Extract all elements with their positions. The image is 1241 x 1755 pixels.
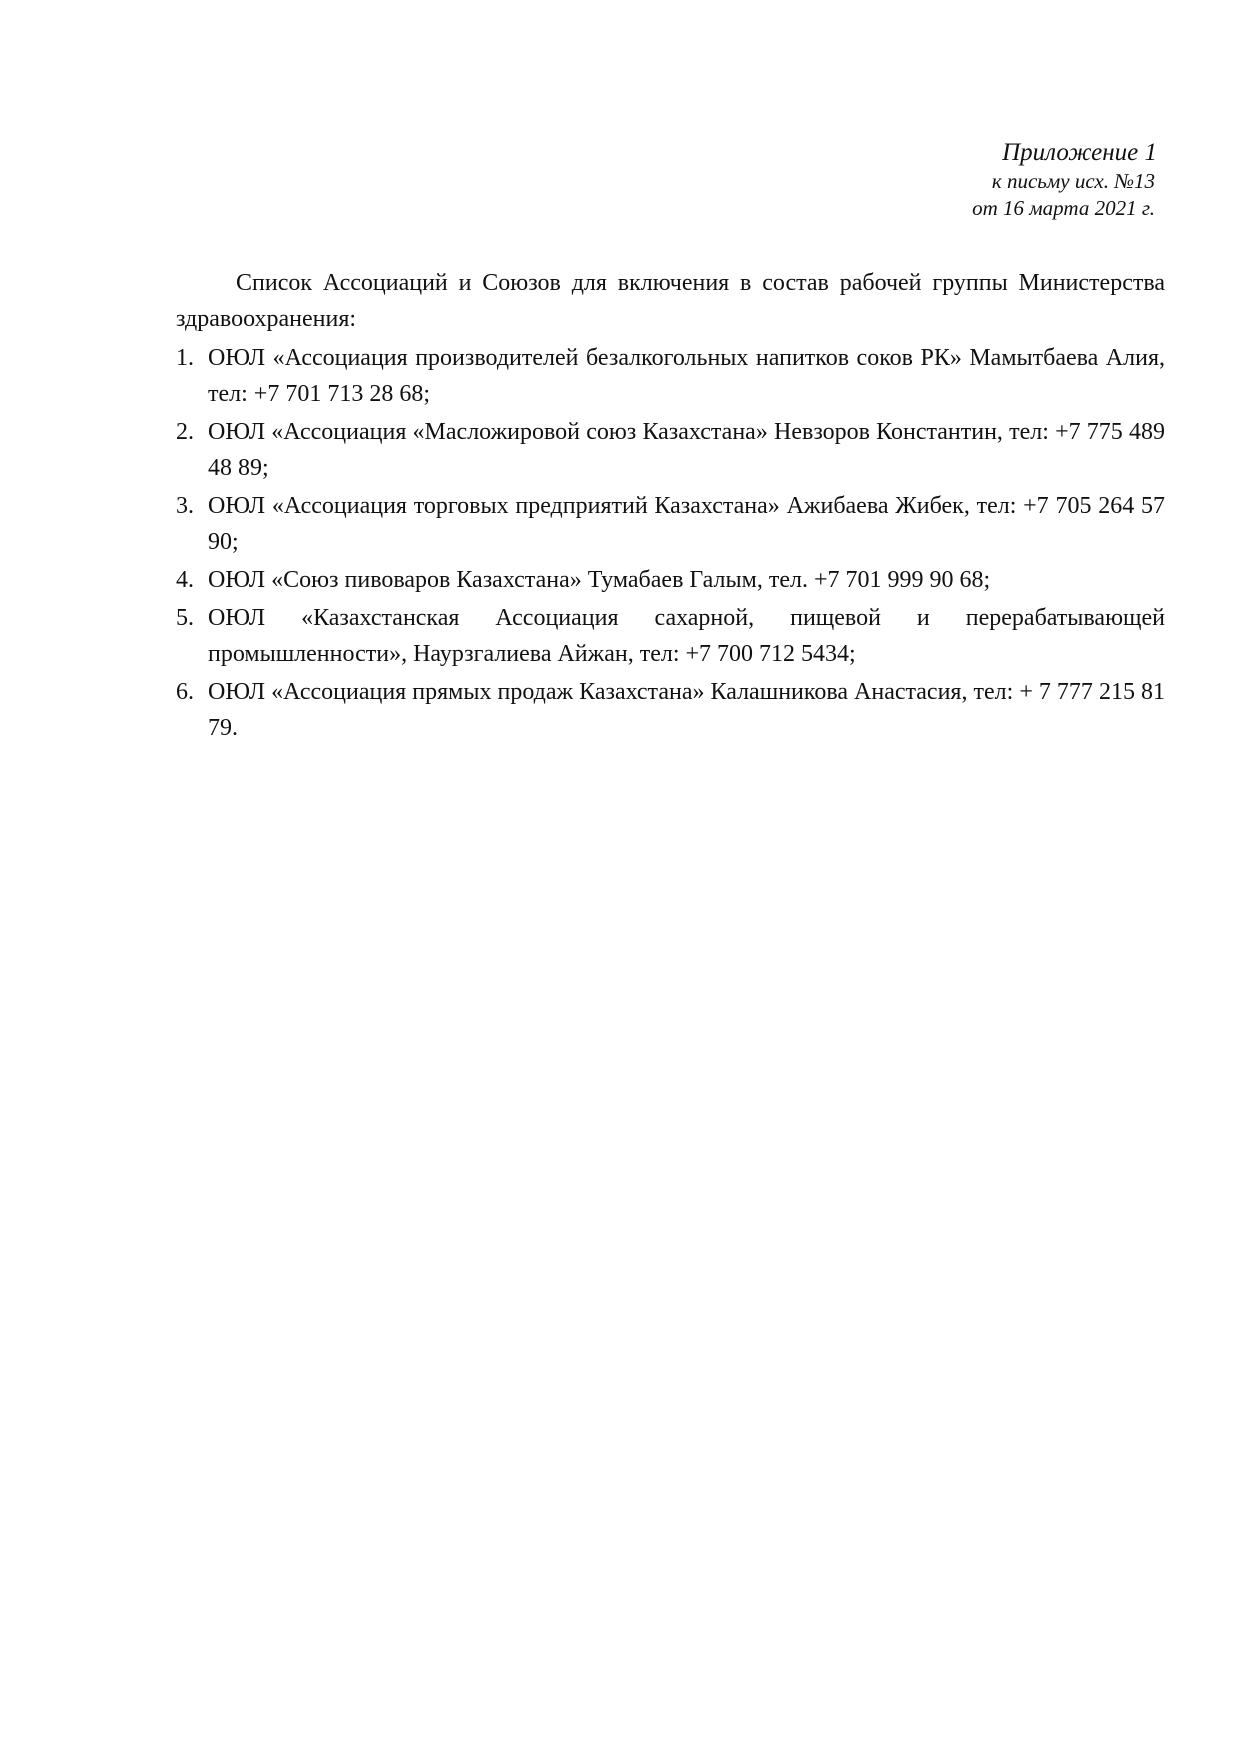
annex-letter-ref: к письму исх. №13 <box>991 169 1155 193</box>
list-item <box>176 562 1165 598</box>
list-item-number: 5. <box>176 605 194 631</box>
annex-date: от 16 марта 2021 г. <box>972 196 1155 220</box>
list-item-number: 3. <box>176 493 194 519</box>
annex-title: Приложение 1 <box>1002 139 1157 166</box>
list-item-text: ОЮЛ «Казахстанская Ассоциация сахарной, пищевой и перерабатывающей промышленности», Наурзгалиева Айжан, тел: +7 700 712 5434; <box>208 605 1165 667</box>
list-item <box>176 340 1165 412</box>
annex-header <box>972 138 1161 222</box>
list-item-number: 1. <box>176 345 194 371</box>
list-item-text: ОЮЛ «Союз пивоваров Казахстана» Тумабаев Галым, тел. +7 701 999 90 68; <box>208 567 991 593</box>
list-item-text: ОЮЛ «Ассоциация «Масложировой союз Казахстана» Невзоров Константин, тел: +7 775 489 48 89; <box>208 419 1165 481</box>
list-item-text: ОЮЛ «Ассоциация торговых предприятий Казахстана» Ажибаева Жибек, тел: +7 705 264 57 90; <box>208 493 1165 555</box>
organization-list <box>176 340 1165 748</box>
list-item-number: 2. <box>176 419 194 445</box>
intro-paragraph: Список Ассоциаций и Союзов для включения в состав рабочей группы Министерства здравоохранения: <box>176 270 1165 332</box>
list-item <box>176 488 1165 560</box>
list-item <box>176 414 1165 486</box>
list-item-text: ОЮЛ «Ассоциация прямых продаж Казахстана» Калашникова Анастасия, тел: + 7 777 215 81 79. <box>208 679 1165 741</box>
list-item <box>176 674 1165 746</box>
list-item-text: ОЮЛ «Ассоциация производителей безалкогольных напитков соков РК» Мамытбаева Алия, тел: +7 701 713 28 68; <box>208 345 1165 407</box>
list-item-number: 6. <box>176 679 194 705</box>
list-item-number: 4. <box>176 567 194 593</box>
list-item <box>176 600 1165 672</box>
